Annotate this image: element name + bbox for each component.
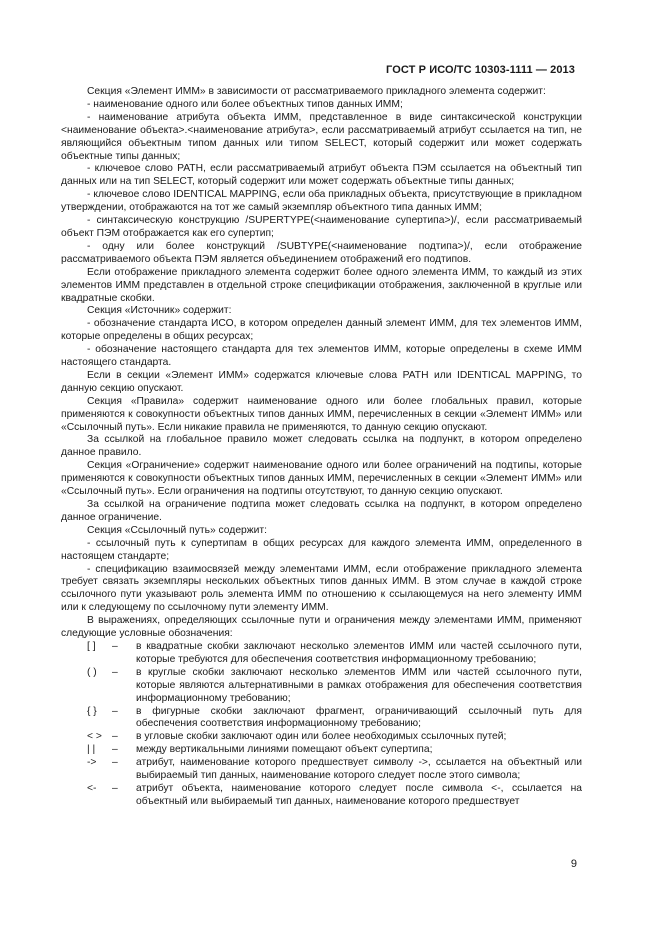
paragraph: В выражениях, определяющих ссылочные пути и ограничения между элементами ИММ, применяют следующие условные обозначения: xyxy=(61,615,582,640)
page-number: 9 xyxy=(570,858,577,870)
paragraph: Секция «Ссылочный путь» содержит: xyxy=(87,524,267,536)
list-item: - синтаксическую конструкцию /SUPERTYPE(<наименование супертипа>)/, если рассматриваемый объект ПЭМ отображается как его супертип; xyxy=(61,215,582,239)
notation-symbol: <- xyxy=(87,782,97,794)
notation-description: в угловые скобки заключают один или более необходимых ссылочных путей; xyxy=(136,731,507,743)
paragraph: Секция «Элемент ИММ» в зависимости от рассматриваемого прикладного элемента содержит: xyxy=(87,86,546,97)
document-body xyxy=(61,86,582,809)
notation-list xyxy=(61,641,582,809)
notation-row xyxy=(61,783,582,809)
list-item: - ссылочный путь к супертипам в общих ресурсах для каждого элемента ИММ, определенного в настоящем стандарте; xyxy=(61,537,582,562)
paragraph: Если в секции «Элемент ИММ» содержатся ключевые слова PATH или IDENTICAL MAPPING, то данную секцию опускают. xyxy=(61,369,582,394)
paragraph: Секция «Источник» содержит: xyxy=(87,305,232,317)
notation-symbol: { } xyxy=(87,705,97,717)
notation-dash: – xyxy=(112,744,118,756)
list-item: - обозначение стандарта ИСО, в котором определен данный элемент ИММ, для тех элементов ИММ, которые определены в общих ресурсах; xyxy=(61,318,582,343)
list-item: - обозначение настоящего стандарта для тех элементов ИММ, которые определены в схеме ИММ настоящего стандарта. xyxy=(61,344,582,369)
notation-dash: – xyxy=(112,757,118,769)
list-item: - ключевое слово IDENTICAL MAPPING, если оба прикладных объекта, присутствующие в прикладном утверждении, отображаются на тот же самый экземпляр объектного типа данных ИММ; xyxy=(61,189,582,214)
list-item: - одну или более конструкций /SUBTYPE(<наименование подтипа>)/, если отображение рассматриваемого объекта ПЭМ является объединением отображений его подтипов. xyxy=(61,240,582,265)
notation-symbol: -> xyxy=(87,757,97,769)
paragraph: Секция «Ограничение» содержит наименование одного или более ограничений на подтипы, которые применяются к совокупности объектных типов данных ИММ, перечисленных в секции «Элемент ИММ» или «Ссылочный путь». Если ограничения на подтипы отсутствуют, то данную секцию опускают. xyxy=(61,460,582,498)
list-item: - ключевое слово PATH, если рассматриваемый атрибут объекта ПЭМ ссылается на объектный тип данных или на тип SELECT, который содержит или может содержать объектные типы данных; xyxy=(61,163,582,188)
notation-row xyxy=(61,757,582,783)
notation-dash: – xyxy=(112,731,118,743)
notation-description: между вертикальными линиями помещают объект супертипа; xyxy=(136,744,433,756)
notation-dash: – xyxy=(112,782,118,794)
notation-row xyxy=(61,744,582,757)
paragraph: Секция «Правила» содержит наименование одного или более глобальных правил, которые применяются к совокупности объектных типов данных ИММ, перечисленных в секции «Элемент ИММ» или «Ссылочный путь». Если никакие правила не применяются, то данную секцию опускают. xyxy=(61,395,582,433)
notation-description: в фигурные скобки заключают фрагмент, ограничивающий ссылочный путь для обеспечения соответствия информационному требованию; xyxy=(136,705,582,730)
paragraph: За ссылкой на ограничение подтипа может следовать ссылка на подпункт, в котором определено данное ограничение. xyxy=(61,499,582,523)
list-item: - спецификацию взаимосвязей между элементами ИММ, если отображение прикладного элемента требует связать экземпляры нескольких объектных типов данных ИММ. В этом случае в каждой строке ссылочного пути указывают роль элемента ИММ по отношению к ссылающемуся на него элементу ИММ или к следующему по ссылочному пути элементу ИММ. xyxy=(61,563,582,614)
notation-row xyxy=(61,731,582,744)
notation-description: атрибут, наименование которого предшествует символу ->, ссылается на объектный или выбираемый тип данных, наименование которого следует после этого символа; xyxy=(136,757,582,782)
document-header: ГОСТ Р ИСО/ТС 10303-1111 — 2013 xyxy=(386,64,575,76)
notation-dash: – xyxy=(112,705,118,717)
notation-symbol: ( ) xyxy=(87,666,97,678)
notation-dash: – xyxy=(112,640,118,652)
notation-symbol: < > xyxy=(87,731,102,743)
notation-description: в квадратные скобки заключают несколько элементов ИММ или частей ссылочного пути, которые требуются для обеспечения соответствия информационному требованию; xyxy=(136,640,582,665)
notation-description: атрибут объекта, наименование которого следует после символа <-, ссылается на объектный или выбираемый тип данных, наименование которого предшествует xyxy=(136,782,582,807)
notation-symbol: | | xyxy=(87,744,96,756)
notation-row xyxy=(61,641,582,667)
notation-symbol: [ ] xyxy=(87,640,96,652)
paragraph: Если отображение прикладного элемента содержит более одного элемента ИММ, то каждый из этих элементов ИММ представлен в отдельной строке спецификации отображения, заключенной в круглые или квадратные скобки. xyxy=(61,266,582,304)
notation-dash: – xyxy=(112,666,118,678)
list-item: - наименование атрибута объекта ИММ, представленное в виде синтаксической конструкции <наименование объекта>.<наименование атрибута>, если рассматриваемый атрибут ссылается на тип, не являющийся объектным типом данных или типом SELECT, который содержит или может содержать объектные типы данных; xyxy=(61,111,582,162)
notation-row xyxy=(61,667,582,706)
list-item: - наименование одного или более объектных типов данных ИММ; xyxy=(87,98,403,110)
paragraph: За ссылкой на глобальное правило может следовать ссылка на подпункт, в котором определено данное правило. xyxy=(61,434,582,459)
notation-row xyxy=(61,706,582,732)
notation-description: в круглые скобки заключают несколько элементов ИММ или частей ссылочного пути, которые являются альтернативными в рамках отображения для обеспечения соответствия информационному требованию; xyxy=(136,666,582,704)
